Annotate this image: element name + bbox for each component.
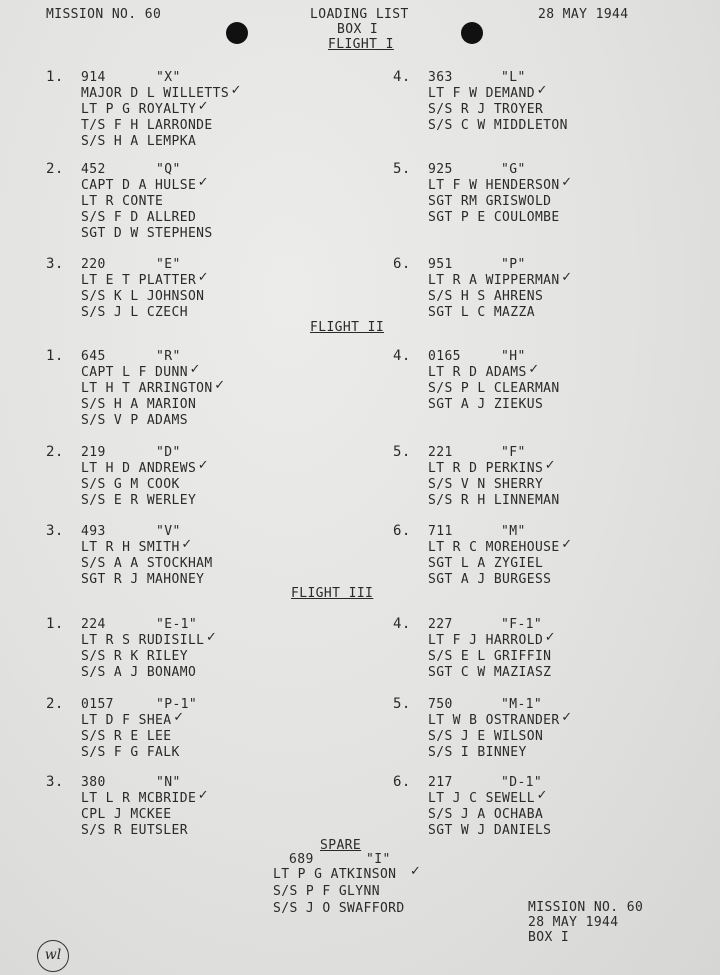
- flight-title: FLIGHT I: [328, 37, 394, 52]
- crew-member: S/S C W MIDDLETON: [428, 118, 568, 133]
- footer-mission: MISSION NO. 60: [528, 900, 644, 915]
- plane-letter: "D-1": [501, 775, 543, 790]
- flight-title: FLIGHT III: [291, 586, 374, 601]
- crew-member: CPL J MCKEE: [81, 807, 172, 822]
- crew-member: S/S G M COOK: [81, 477, 180, 492]
- crew-member: S/S H S AHRENS: [428, 289, 544, 304]
- header-title: LOADING LIST: [310, 7, 409, 22]
- check-mark: ✓: [561, 537, 573, 552]
- plane-number: 452: [81, 162, 106, 177]
- position-number: 6.: [393, 774, 411, 790]
- header-date: 28 MAY 1944: [538, 7, 629, 22]
- crew-member: LT H T ARRINGTON: [81, 381, 213, 396]
- spare-crew-member: S/S P F GLYNN: [273, 884, 380, 899]
- plane-number: 914: [81, 70, 106, 85]
- crew-member: S/S H A LEMPKA: [81, 134, 197, 149]
- plane-letter: "P": [501, 257, 526, 272]
- plane-letter: "M": [501, 524, 526, 539]
- check-mark: ✓: [206, 630, 218, 645]
- plane-number: 645: [81, 349, 106, 364]
- check-mark: ✓: [189, 362, 201, 377]
- crew-member: S/S J A OCHABA: [428, 807, 544, 822]
- position-number: 4.: [393, 616, 411, 632]
- position-number: 1.: [46, 616, 64, 632]
- crew-member: LT L R MCBRIDE: [81, 791, 197, 806]
- punch-hole-left: [226, 22, 248, 44]
- check-mark: ✓: [173, 710, 185, 725]
- plane-number: 221: [428, 445, 453, 460]
- plane-number: 380: [81, 775, 106, 790]
- crew-member: LT R S RUDISILL: [81, 633, 205, 648]
- crew-member: S/S J E WILSON: [428, 729, 544, 744]
- plane-letter: "R": [156, 349, 181, 364]
- crew-member: S/S R EUTSLER: [81, 823, 188, 838]
- plane-letter: "M-1": [501, 697, 543, 712]
- plane-letter: "P-1": [156, 697, 198, 712]
- position-number: 4.: [393, 69, 411, 85]
- check-mark: ✓: [528, 362, 540, 377]
- crew-member: SGT C W MAZIASZ: [428, 665, 552, 680]
- crew-member: SGT L A ZYGIEL: [428, 556, 544, 571]
- crew-member: LT R D ADAMS: [428, 365, 527, 380]
- crew-member: SGT R J MAHONEY: [81, 572, 205, 587]
- crew-member: S/S K L JOHNSON: [81, 289, 205, 304]
- plane-letter: "D": [156, 445, 181, 460]
- position-number: 4.: [393, 348, 411, 364]
- check-mark: ✓: [214, 378, 226, 393]
- position-number: 2.: [46, 696, 64, 712]
- crew-member: LT J C SEWELL: [428, 791, 535, 806]
- check-mark: ✓: [197, 270, 210, 285]
- crew-member: SGT A J ZIEKUS: [428, 397, 544, 412]
- spare-title: SPARE: [320, 838, 362, 853]
- crew-member: LT F J HARROLD: [428, 633, 544, 648]
- punch-hole-right: [461, 22, 483, 44]
- crew-member: LT R A WIPPERMAN: [428, 273, 560, 288]
- check-mark: ✓: [197, 788, 210, 803]
- plane-letter: "G": [501, 162, 526, 177]
- plane-number: 750: [428, 697, 453, 712]
- crew-member: SGT A J BURGESS: [428, 572, 552, 587]
- plane-number: 925: [428, 162, 453, 177]
- position-number: 3.: [46, 523, 64, 539]
- crew-member: LT F W HENDERSON: [428, 178, 560, 193]
- position-number: 3.: [46, 256, 64, 272]
- plane-number: 951: [428, 257, 453, 272]
- check-mark: ✓: [544, 630, 557, 645]
- crew-member: SGT D W STEPHENS: [81, 226, 213, 241]
- crew-member: T/S F H LARRONDE: [81, 118, 213, 133]
- crew-member: LT D F SHEA: [81, 713, 172, 728]
- crew-member: S/S R H LINNEMAN: [428, 493, 560, 508]
- header-mission: MISSION NO. 60: [46, 7, 162, 22]
- crew-member: S/S H A MARION: [81, 397, 197, 412]
- footer-box: BOX I: [528, 930, 570, 945]
- crew-member: S/S R E LEE: [81, 729, 172, 744]
- position-number: 1.: [46, 69, 64, 85]
- spare-plane: 689: [289, 852, 314, 867]
- position-number: 5.: [393, 444, 411, 460]
- check-mark: ✓: [181, 537, 193, 552]
- crew-member: LT W B OSTRANDER: [428, 713, 560, 728]
- check-mark: ✓: [561, 270, 573, 285]
- position-number: 1.: [46, 348, 64, 364]
- check-mark: ✓: [410, 864, 422, 879]
- position-number: 2.: [46, 161, 64, 177]
- footer-date: 28 MAY 1944: [528, 915, 619, 930]
- position-number: 2.: [46, 444, 64, 460]
- plane-number: 220: [81, 257, 106, 272]
- position-number: 5.: [393, 696, 411, 712]
- crew-member: LT F W DEMAND: [428, 86, 535, 101]
- crew-member: S/S I BINNEY: [428, 745, 527, 760]
- plane-letter: "N": [156, 775, 181, 790]
- check-mark: ✓: [197, 458, 210, 473]
- crew-member: S/S F G FALK: [81, 745, 180, 760]
- crew-member: SGT RM GRISWOLD: [428, 194, 552, 209]
- crew-member: SGT W J DANIELS: [428, 823, 552, 838]
- plane-number: 224: [81, 617, 106, 632]
- plane-number: 0165: [428, 349, 461, 364]
- plane-number: 0157: [81, 697, 114, 712]
- crew-member: S/S J L CZECH: [81, 305, 188, 320]
- plane-letter: "F": [501, 445, 526, 460]
- check-mark: ✓: [230, 83, 242, 98]
- crew-member: S/S V N SHERRY: [428, 477, 544, 492]
- check-mark: ✓: [197, 175, 210, 190]
- spare-crew-member: S/S J O SWAFFORD: [273, 901, 405, 916]
- crew-member: S/S P L CLEARMAN: [428, 381, 560, 396]
- crew-member: CAPT L F DUNN: [81, 365, 188, 380]
- plane-letter: "X": [156, 70, 181, 85]
- plane-letter: "Q": [156, 162, 181, 177]
- flight-title: FLIGHT II: [310, 320, 385, 335]
- crew-member: LT R CONTE: [81, 194, 164, 209]
- plane-letter: "F-1": [501, 617, 543, 632]
- check-mark: ✓: [544, 458, 557, 473]
- plane-letter: "E": [156, 257, 181, 272]
- spare-crew-member: LT P G ATKINSON: [273, 867, 397, 882]
- plane-number: 363: [428, 70, 453, 85]
- plane-number: 493: [81, 524, 106, 539]
- crew-member: SGT P E COULOMBE: [428, 210, 560, 225]
- plane-letter: "E-1": [156, 617, 198, 632]
- check-mark: ✓: [197, 99, 210, 114]
- crew-member: LT R H SMITH: [81, 540, 180, 555]
- check-mark: ✓: [536, 83, 548, 98]
- crew-member: MAJOR D L WILLETTS: [81, 86, 230, 101]
- crew-member: CAPT D A HULSE: [81, 178, 197, 193]
- position-number: 3.: [46, 774, 64, 790]
- crew-member: S/S V P ADAMS: [81, 413, 188, 428]
- crew-member: S/S F D ALLRED: [81, 210, 197, 225]
- plane-letter: "V": [156, 524, 181, 539]
- crew-member: S/S E L GRIFFIN: [428, 649, 552, 664]
- position-number: 6.: [393, 256, 411, 272]
- crew-member: SGT L C MAZZA: [428, 305, 535, 320]
- plane-number: 219: [81, 445, 106, 460]
- plane-number: 711: [428, 524, 453, 539]
- header-box: BOX I: [337, 22, 379, 37]
- crew-member: LT E T PLATTER: [81, 273, 197, 288]
- position-number: 6.: [393, 523, 411, 539]
- crew-member: S/S R J TROYER: [428, 102, 544, 117]
- crew-member: LT H D ANDREWS: [81, 461, 197, 476]
- crew-member: LT P G ROYALTY: [81, 102, 197, 117]
- plane-number: 217: [428, 775, 453, 790]
- check-mark: ✓: [561, 710, 573, 725]
- crew-member: S/S A J BONAMO: [81, 665, 197, 680]
- check-mark: ✓: [561, 175, 573, 190]
- crew-member: LT R D PERKINS: [428, 461, 544, 476]
- crew-member: S/S A A STOCKHAM: [81, 556, 213, 571]
- handwritten-initials: wl: [37, 940, 69, 972]
- plane-number: 227: [428, 617, 453, 632]
- spare-letter: "I": [366, 852, 391, 867]
- crew-member: S/S E R WERLEY: [81, 493, 197, 508]
- crew-member: S/S R K RILEY: [81, 649, 188, 664]
- crew-member: LT R C MOREHOUSE: [428, 540, 560, 555]
- position-number: 5.: [393, 161, 411, 177]
- check-mark: ✓: [536, 788, 548, 803]
- plane-letter: "L": [501, 70, 526, 85]
- plane-letter: "H": [501, 349, 526, 364]
